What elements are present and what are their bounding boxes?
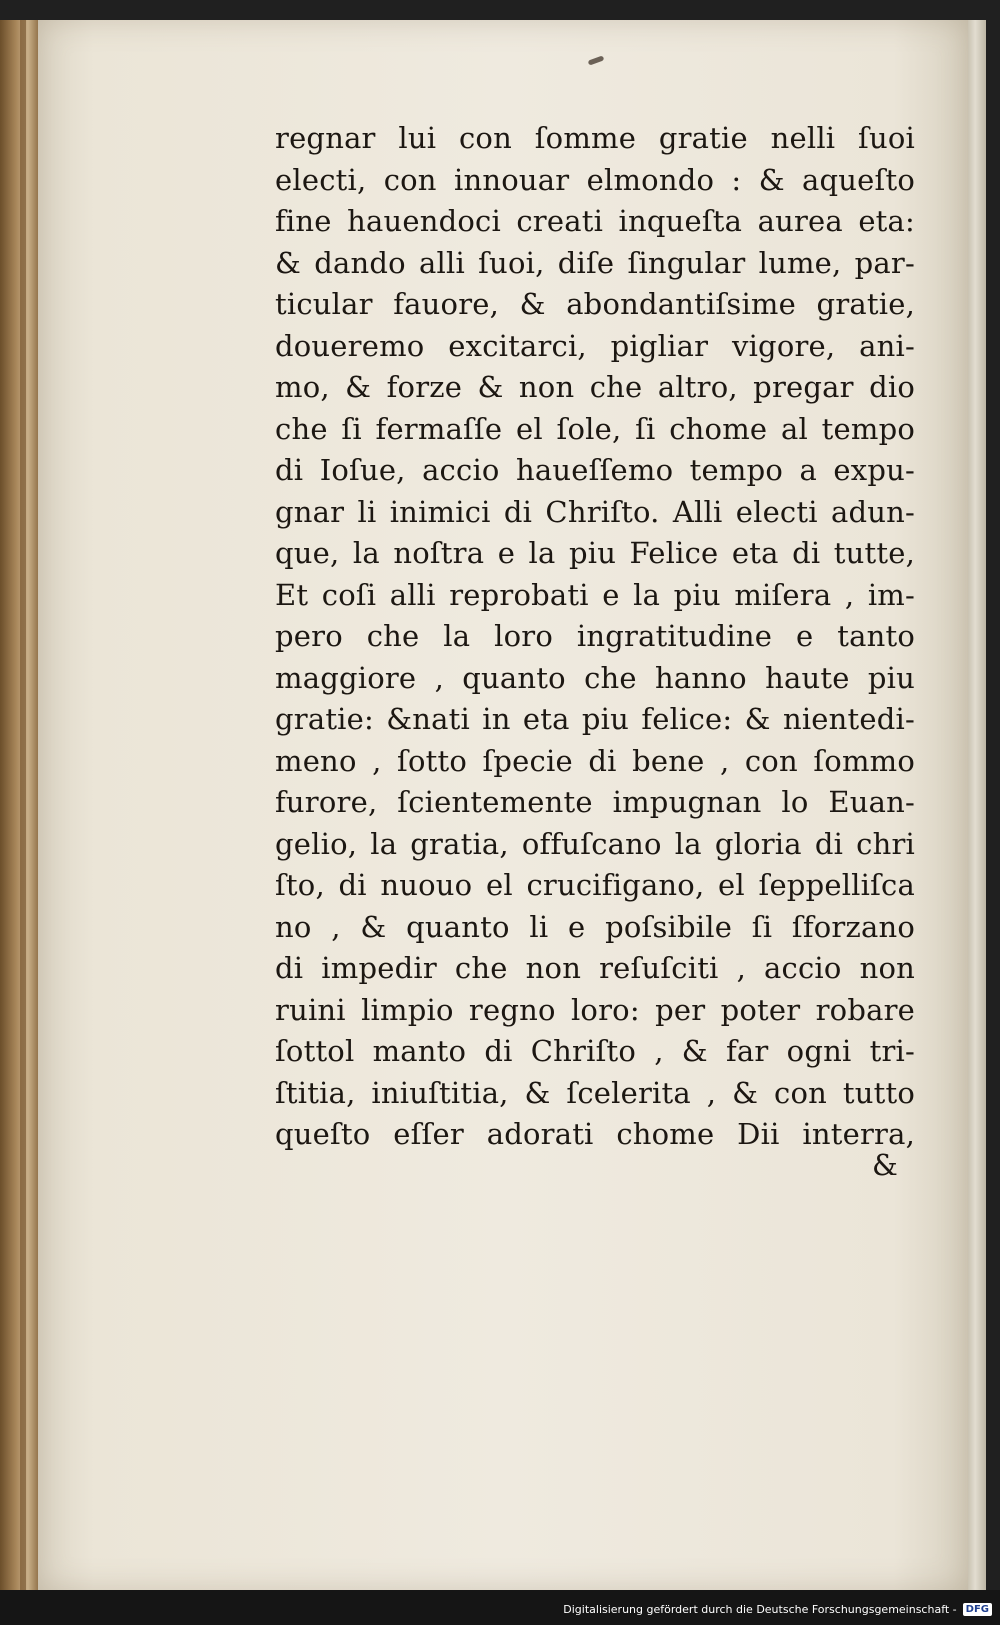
page-edge (968, 20, 986, 1590)
dfg-logo: DFG (963, 1603, 992, 1616)
text-line: che ſi fermaſſe el ſole, ſi chome al tempo (275, 411, 915, 446)
text-line: Et coſi alli reprobati e la piu miſera , im- (275, 577, 915, 612)
credit-text: Digitalisierung gefördert durch die Deutsche Forschungsgemeinschaft - (563, 1603, 957, 1616)
text-line: & dando alli ſuoi, diſe ſingular lume, par- (275, 245, 915, 280)
catchword: & (872, 1148, 898, 1182)
text-line: ſto, di nuouo el crucifigano, el ſeppelliſca (275, 868, 915, 902)
text-line: ruini limpio regno loro: per poter robare (275, 992, 915, 1027)
text-line: gnar li inimici di Chriſto. Alli electi adun- (275, 494, 915, 529)
body-text (275, 118, 915, 1156)
text-line: meno , ſotto ſpecie di bene , con ſommo (275, 743, 915, 778)
text-line: di Ioſue, accio haueſſemo tempo a expu- (275, 453, 915, 487)
text-line: regnar lui con ſomme gratie nelli ſuoi (275, 121, 915, 155)
text-line: mo, & forze & non che altro, pregar dio (275, 370, 915, 404)
text-line: ticular fauore, & abondantiſsime gratie, (275, 287, 915, 321)
text-line: queſto eſſer adorati chome Dii interra, (275, 1117, 915, 1151)
binding-edge (20, 20, 26, 1590)
text-line: maggiore , quanto che hanno haute piu (275, 660, 915, 695)
text-line: gratie: &nati in eta piu felice: & nientedi- (275, 702, 915, 736)
text-line: ſottol manto di Chriſto , & far ogni tri- (275, 1034, 915, 1068)
text-line: doueremo excitarci, pigliar vigore, ani- (275, 328, 915, 363)
digitization-credit (563, 1603, 992, 1616)
text-line: que, la noſtra e la piu Felice eta di tutte, (275, 536, 915, 570)
text-line: ſtitia, iniuſtitia, & ſcelerita , & con tutto (275, 1075, 915, 1110)
text-line: di impedir che non reſuſciti , accio non (275, 951, 915, 985)
text-line: gelio, la gratia, offuſcano la gloria di chri (275, 826, 915, 861)
text-line: electi, con innouar elmondo : & aqueſto (275, 162, 915, 197)
text-line: no , & quanto li e poſsibile ſi ſforzano (275, 909, 915, 944)
text-line: furore, ſcientemente impugnan lo Euan- (275, 785, 915, 819)
text-line: pero che la loro ingratitudine e tanto (275, 619, 915, 653)
text-line: fine hauendoci creati inqueſta aurea eta: (275, 204, 915, 238)
